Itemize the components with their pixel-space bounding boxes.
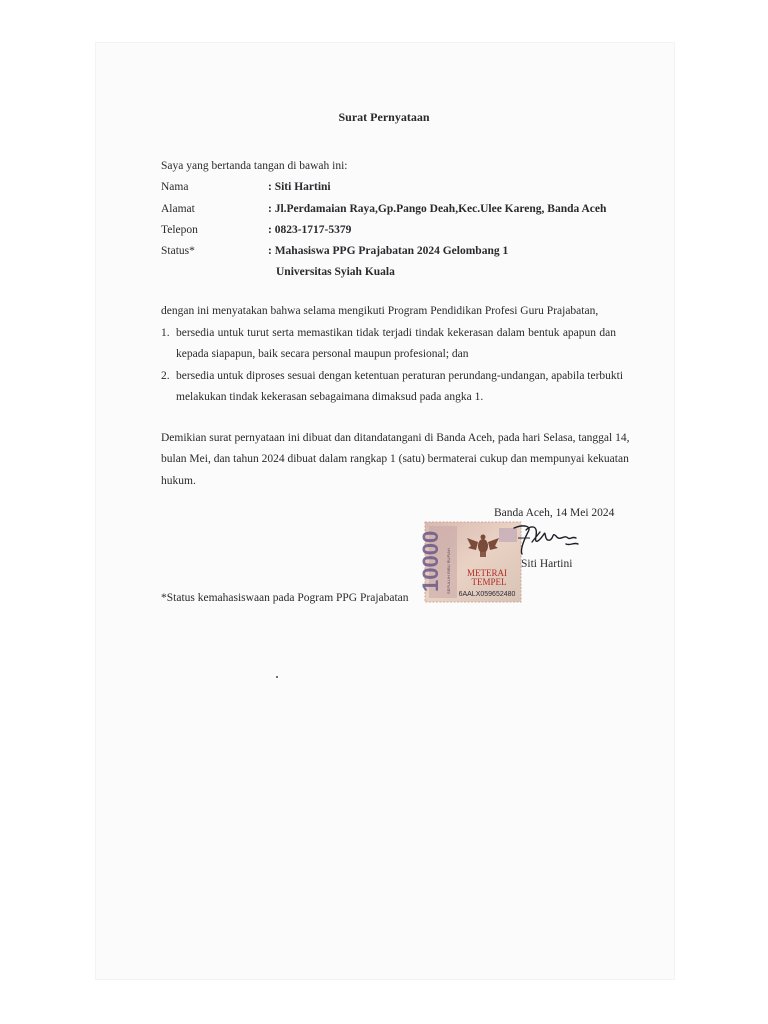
item-2-line-1: bersedia untuk diproses sesuai dengan ketentuan peraturan perundang-undangan, apabila terbukti xyxy=(176,370,624,382)
stamp-label-1: METERAI xyxy=(467,568,507,578)
intro-text: Saya yang bertanda tangan di bawah ini: xyxy=(161,160,348,172)
signature xyxy=(510,520,592,556)
statement-intro: dengan ini menyatakan bahwa selama mengikuti Program Pendidikan Profesi Guru Prajabatan, xyxy=(161,305,599,317)
item-2-line-2: melakukan tindak kekerasan sebagaimana dimaksud pada angka 1. xyxy=(176,391,484,403)
stamp-caption: SEPULUH RIBU RUPIAH xyxy=(446,548,451,594)
stamp-amount: 10000 xyxy=(418,530,443,592)
field-value-status-university: Universitas Syiah Kuala xyxy=(276,266,395,278)
field-label-alamat: Alamat xyxy=(161,203,195,215)
closing-line-2: bulan Mei, dan tahun 2024 dibuat dalam rangkap 1 (satu) bermaterai cukup dan mempunyai kekuatan xyxy=(161,453,629,465)
field-value-status: : Mahasiswa PPG Prajabatan 2024 Gelombang 1 xyxy=(268,245,509,257)
field-label-status: Status* xyxy=(161,245,195,257)
field-label-telepon: Telepon xyxy=(161,224,198,236)
place-date: Banda Aceh, 14 Mei 2024 xyxy=(494,507,615,519)
item-number-1: 1. xyxy=(161,327,170,339)
field-value-alamat: : Jl.Perdamaian Raya,Gp.Pango Deah,Kec.Ulee Kareng, Banda Aceh xyxy=(268,203,607,215)
meterai-stamp xyxy=(418,520,523,604)
signer-name: Siti Hartini xyxy=(521,558,573,570)
item-number-2: 2. xyxy=(161,370,170,382)
closing-line-1: Demikian surat pernyataan ini dibuat dan ditandatangani di Banda Aceh, pada hari Selasa, tanggal 14, xyxy=(161,432,630,444)
stamp-label-2: TEMPEL xyxy=(471,577,507,587)
field-label-nama: Nama xyxy=(161,181,189,193)
scan-speck xyxy=(276,676,278,678)
item-1-line-1: bersedia untuk turut serta memastikan tidak terjadi tindak kekerasan dalam bentuk apapun dan xyxy=(176,327,616,339)
closing-line-3: hukum. xyxy=(161,475,196,487)
footnote: *Status kemahasiswaan pada Pogram PPG Prajabatan xyxy=(161,592,409,604)
field-value-telepon: : 0823-1717-5379 xyxy=(268,224,352,236)
item-1-line-2: kepada siapapun, baik secara personal maupun profesional; dan xyxy=(176,348,469,360)
field-value-nama: : Siti Hartini xyxy=(268,181,331,193)
document-title: Surat Pernyataan xyxy=(338,110,430,124)
stamp-serial: 6AALX059652480 xyxy=(458,591,516,598)
